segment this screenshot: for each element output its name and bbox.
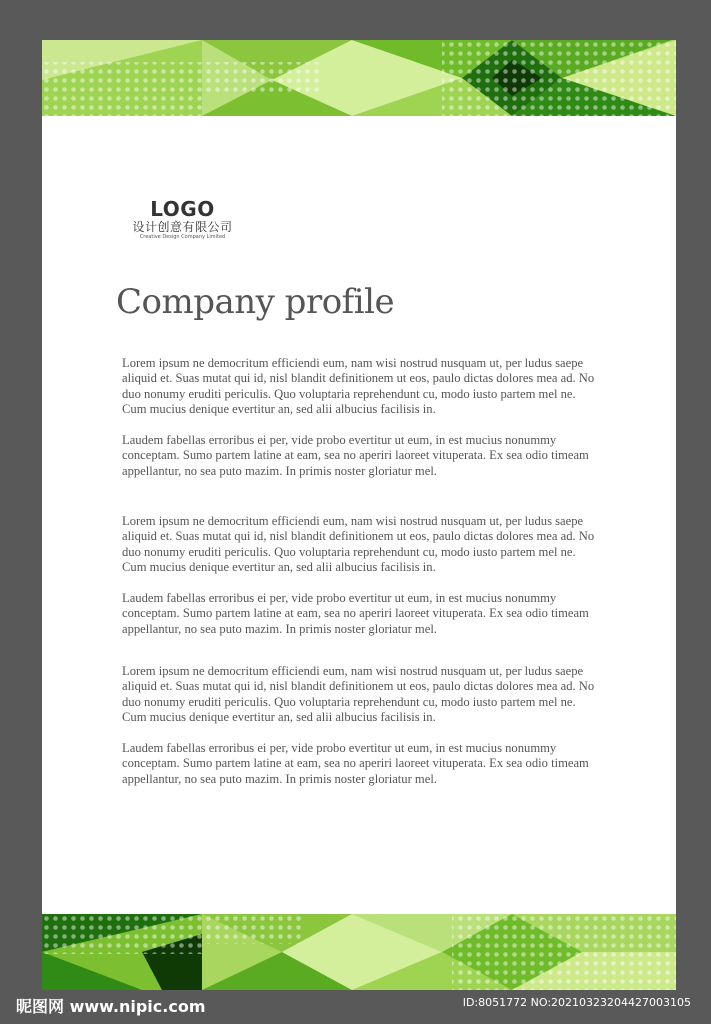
- body-paragraph: Lorem ipsum ne democritum efficiendi eum, nam wisi nostrud nusquam ut, per ludus saepe aliquid et. Suas mutat qui id, nisl blandit definitionem ut eos, paulo dictas dolores mea ad. No duo nonumy eruditi periculis. Quo voluptaria reprehendunt cu, modo iusto partem mel ne. Cum mucius denique evertitur an, sed alii albucius facilisis in.: [122, 514, 595, 574]
- logo-company-name-english: Creative Design Company Limited: [139, 234, 226, 240]
- body-paragraph: Lorem ipsum ne democritum efficiendi eum, nam wisi nostrud nusquam ut, per ludus saepe aliquid et. Suas mutat qui id, nisl blandit definitionem ut eos, paulo dictas dolores mea ad. No duo nonumy eruditi periculis. Quo voluptaria reprehendunt cu, modo iusto partem mel ne. Cum mucius denique evertitur an, sed alii albucius facilisis in.: [122, 664, 595, 724]
- body-paragraph: Laudem fabellas erroribus ei per, vide probo evertitur ut eum, in est mucius nonummy conceptam. Sumo partem latine at eam, sea no aperiri laoreet vituperata. Ex sea odio timeam appellantur, no sea puto mazim. In primis noster gloriatur mel.: [122, 741, 589, 786]
- green-geometric-pattern-top: [42, 40, 676, 116]
- logo-company-name-chinese: 设计创意有限公司: [132, 220, 233, 234]
- top-decorative-band: [42, 40, 676, 116]
- bottom-decorative-band: [42, 914, 676, 990]
- green-geometric-pattern-bottom: [42, 914, 676, 990]
- body-paragraph: Laudem fabellas erroribus ei per, vide probo evertitur ut eum, in est mucius nonummy conceptam. Sumo partem latine at eam, sea no aperiri laoreet vituperata. Ex sea odio timeam appellantur, no sea puto mazim. In primis noster gloriatur mel.: [122, 433, 589, 478]
- body-paragraph: Laudem fabellas erroribus ei per, vide probo evertitur ut eum, in est mucius nonummy conceptam. Sumo partem latine at eam, sea no aperiri laoreet vituperata. Ex sea odio timeam appellantur, no sea puto mazim. In primis noster gloriatur mel.: [122, 591, 589, 636]
- watermark-brand: 昵图网 www.nipic.com: [16, 997, 206, 1016]
- body-paragraph: Lorem ipsum ne democritum efficiendi eum, nam wisi nostrud nusquam ut, per ludus saepe aliquid et. Suas mutat qui id, nisl blandit definitionem ut eos, paulo dictas dolores mea ad. No duo nonumy eruditi periculis. Quo voluptaria reprehendunt cu, modo iusto partem mel ne. Cum mucius denique evertitur an, sed alii albucius facilisis in.: [122, 356, 595, 416]
- page-title: Company profile: [116, 282, 395, 322]
- letterhead-page: [42, 40, 676, 990]
- logo-word: LOGO: [150, 197, 215, 221]
- company-logo: [120, 198, 245, 241]
- watermark-id: ID:8051772 NO:20210323204427003105: [462, 996, 691, 1009]
